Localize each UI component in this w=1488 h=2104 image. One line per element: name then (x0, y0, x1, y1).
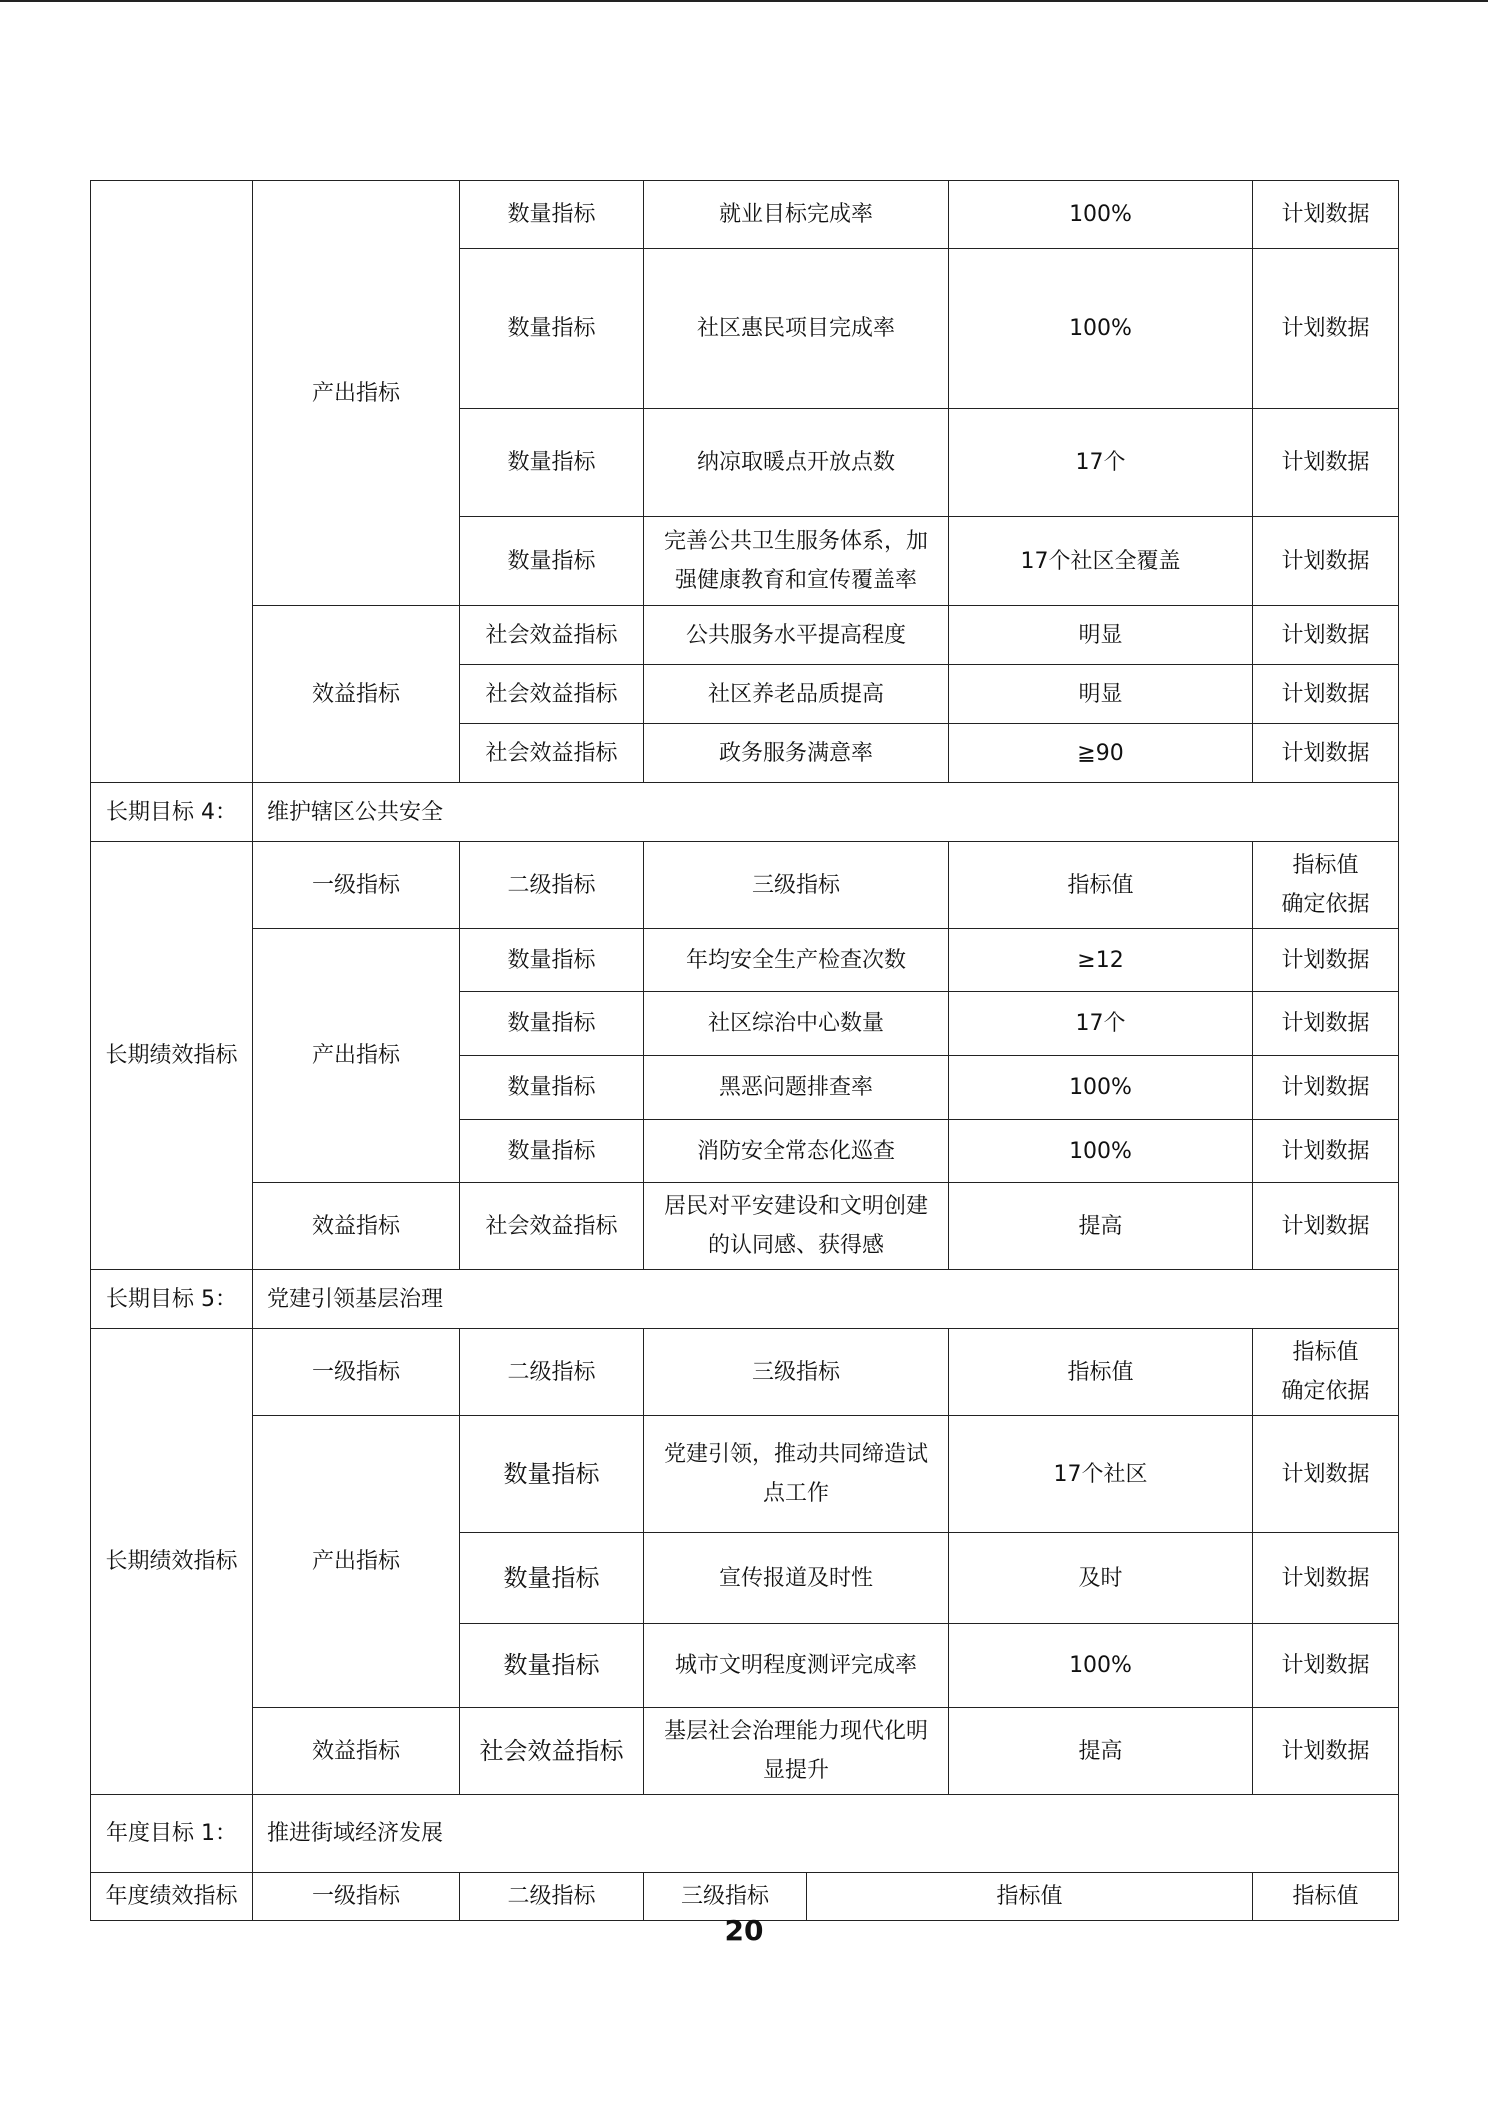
level3-cell (644, 1708, 949, 1795)
header-cell (1253, 1329, 1399, 1416)
table-row (91, 181, 1399, 249)
table-row (91, 606, 1399, 665)
level1-cell: 产出指标 (253, 181, 460, 606)
header-line: 指标值 (1292, 853, 1359, 878)
level1-cell: 产出指标 (253, 929, 460, 1183)
header-cell: 指标值 (949, 1329, 1253, 1416)
level2-cell: 社会效益指标 (460, 606, 644, 665)
level1-cell: 效益指标 (253, 1183, 460, 1270)
basis-cell: 计划数据 (1253, 1624, 1399, 1708)
goal-text: 维护辖区公共安全 (253, 783, 1399, 842)
goal-row (91, 1795, 1399, 1873)
value-cell: 100% (949, 181, 1253, 249)
basis-cell: 计划数据 (1253, 1183, 1399, 1270)
value-cell: 100% (949, 1056, 1253, 1120)
level3-cell (644, 1416, 949, 1533)
level2-cell: 数量指标 (460, 249, 644, 409)
header-line: 指标值 (1292, 1340, 1359, 1365)
level3-cell: 社区养老品质提高 (644, 665, 949, 724)
value-cell: 明显 (949, 606, 1253, 665)
level3-line: 完善公共卫生服务体系，加 (664, 529, 929, 554)
level3-cell (644, 1183, 949, 1270)
level2-cell: 数量指标 (460, 1624, 644, 1708)
value-cell: ≧90 (949, 724, 1253, 783)
page-number: 20 (724, 1914, 764, 1947)
value-cell: 17个 (949, 992, 1253, 1056)
goal-row (91, 783, 1399, 842)
goal-text: 推进街域经济发展 (253, 1795, 1399, 1873)
table-row (91, 1416, 1399, 1533)
value-cell: 及时 (949, 1533, 1253, 1624)
level3-line: 党建引领，推动共同缔造试 (664, 1442, 929, 1467)
basis-cell: 计划数据 (1253, 665, 1399, 724)
level2-cell: 数量指标 (460, 181, 644, 249)
header-cell: 一级指标 (253, 842, 460, 929)
level3-cell: 就业目标完成率 (644, 181, 949, 249)
level3-cell: 宣传报道及时性 (644, 1533, 949, 1624)
level3-line: 居民对平安建设和文明创建 (664, 1194, 929, 1219)
level3-line: 强健康教育和宣传覆盖率 (675, 568, 918, 593)
table-header-row (91, 1329, 1399, 1416)
header-cell: 二级指标 (460, 1873, 644, 1921)
header-cell: 一级指标 (253, 1329, 460, 1416)
goal-row (91, 1270, 1399, 1329)
table-header-row (91, 842, 1399, 929)
level3-line: 点工作 (763, 1481, 830, 1506)
annual-perf-label: 年度绩效指标 (91, 1873, 253, 1921)
level2-cell: 社会效益指标 (460, 665, 644, 724)
basis-cell: 计划数据 (1253, 1120, 1399, 1183)
level3-line: 基层社会治理能力现代化明 (664, 1719, 929, 1744)
level2-cell: 数量指标 (460, 1416, 644, 1533)
level3-cell: 社区惠民项目完成率 (644, 249, 949, 409)
goal-label: 年度目标 1： (91, 1795, 253, 1873)
header-cell: 三级指标 (644, 1873, 807, 1921)
header-cell: 三级指标 (644, 842, 949, 929)
level2-cell: 社会效益指标 (460, 724, 644, 783)
value-cell: 100% (949, 249, 1253, 409)
level2-cell: 数量指标 (460, 929, 644, 992)
level2-cell: 数量指标 (460, 409, 644, 517)
header-cell: 一级指标 (253, 1873, 460, 1921)
value-cell: 100% (949, 1120, 1253, 1183)
header-cell: 指标值 (949, 842, 1253, 929)
level1-cell: 产出指标 (253, 1416, 460, 1708)
level2-cell: 数量指标 (460, 1056, 644, 1120)
goal-label: 长期目标 4： (91, 783, 253, 842)
level3-line: 的认同感、获得感 (708, 1233, 885, 1258)
table-row (91, 1708, 1399, 1795)
long-perf-label: 长期绩效指标 (91, 1329, 253, 1795)
header-cell: 二级指标 (460, 842, 644, 929)
basis-cell: 计划数据 (1253, 1056, 1399, 1120)
basis-cell: 计划数据 (1253, 1533, 1399, 1624)
basis-cell: 计划数据 (1253, 409, 1399, 517)
level1-cell: 效益指标 (253, 1708, 460, 1795)
long-perf-label: 长期绩效指标 (91, 842, 253, 1270)
basis-cell: 计划数据 (1253, 1416, 1399, 1533)
header-line: 确定依据 (1281, 1379, 1370, 1404)
level3-line: 显提升 (763, 1758, 830, 1783)
empty-cell (91, 181, 253, 783)
header-cell: 二级指标 (460, 1329, 644, 1416)
value-cell: 17个社区 (949, 1416, 1253, 1533)
level3-cell: 黑恶问题排查率 (644, 1056, 949, 1120)
basis-cell: 计划数据 (1253, 517, 1399, 606)
level2-cell: 数量指标 (460, 992, 644, 1056)
level2-cell: 数量指标 (460, 1120, 644, 1183)
header-cell: 指标值 (1253, 1873, 1399, 1921)
level3-cell: 城市文明程度测评完成率 (644, 1624, 949, 1708)
value-cell: 17个社区全覆盖 (949, 517, 1253, 606)
level3-cell: 政务服务满意率 (644, 724, 949, 783)
basis-cell: 计划数据 (1253, 992, 1399, 1056)
performance-indicator-table (90, 180, 1399, 1921)
goal-text: 党建引领基层治理 (253, 1270, 1399, 1329)
value-cell: 100% (949, 1624, 1253, 1708)
level1-cell: 效益指标 (253, 606, 460, 783)
level3-cell (644, 517, 949, 606)
level2-cell: 数量指标 (460, 517, 644, 606)
level3-cell: 公共服务水平提高程度 (644, 606, 949, 665)
level2-cell: 数量指标 (460, 1533, 644, 1624)
table-row (91, 929, 1399, 992)
level2-cell: 社会效益指标 (460, 1183, 644, 1270)
top-border (0, 0, 1488, 2)
basis-cell: 计划数据 (1253, 181, 1399, 249)
header-cell: 指标值 (807, 1873, 1253, 1921)
basis-cell: 计划数据 (1253, 249, 1399, 409)
level3-cell: 社区综治中心数量 (644, 992, 949, 1056)
basis-cell: 计划数据 (1253, 929, 1399, 992)
value-cell: 明显 (949, 665, 1253, 724)
basis-cell: 计划数据 (1253, 606, 1399, 665)
goal-label: 长期目标 5： (91, 1270, 253, 1329)
level2-cell: 社会效益指标 (460, 1708, 644, 1795)
value-cell: 17个 (949, 409, 1253, 517)
value-cell: ≥12 (949, 929, 1253, 992)
header-cell (1253, 842, 1399, 929)
value-cell: 提高 (949, 1708, 1253, 1795)
level3-cell: 消防安全常态化巡查 (644, 1120, 949, 1183)
basis-cell: 计划数据 (1253, 724, 1399, 783)
header-cell: 三级指标 (644, 1329, 949, 1416)
level3-cell: 纳凉取暖点开放点数 (644, 409, 949, 517)
value-cell: 提高 (949, 1183, 1253, 1270)
level3-cell: 年均安全生产检查次数 (644, 929, 949, 992)
basis-cell: 计划数据 (1253, 1708, 1399, 1795)
table-row (91, 1183, 1399, 1270)
header-line: 确定依据 (1281, 892, 1370, 917)
